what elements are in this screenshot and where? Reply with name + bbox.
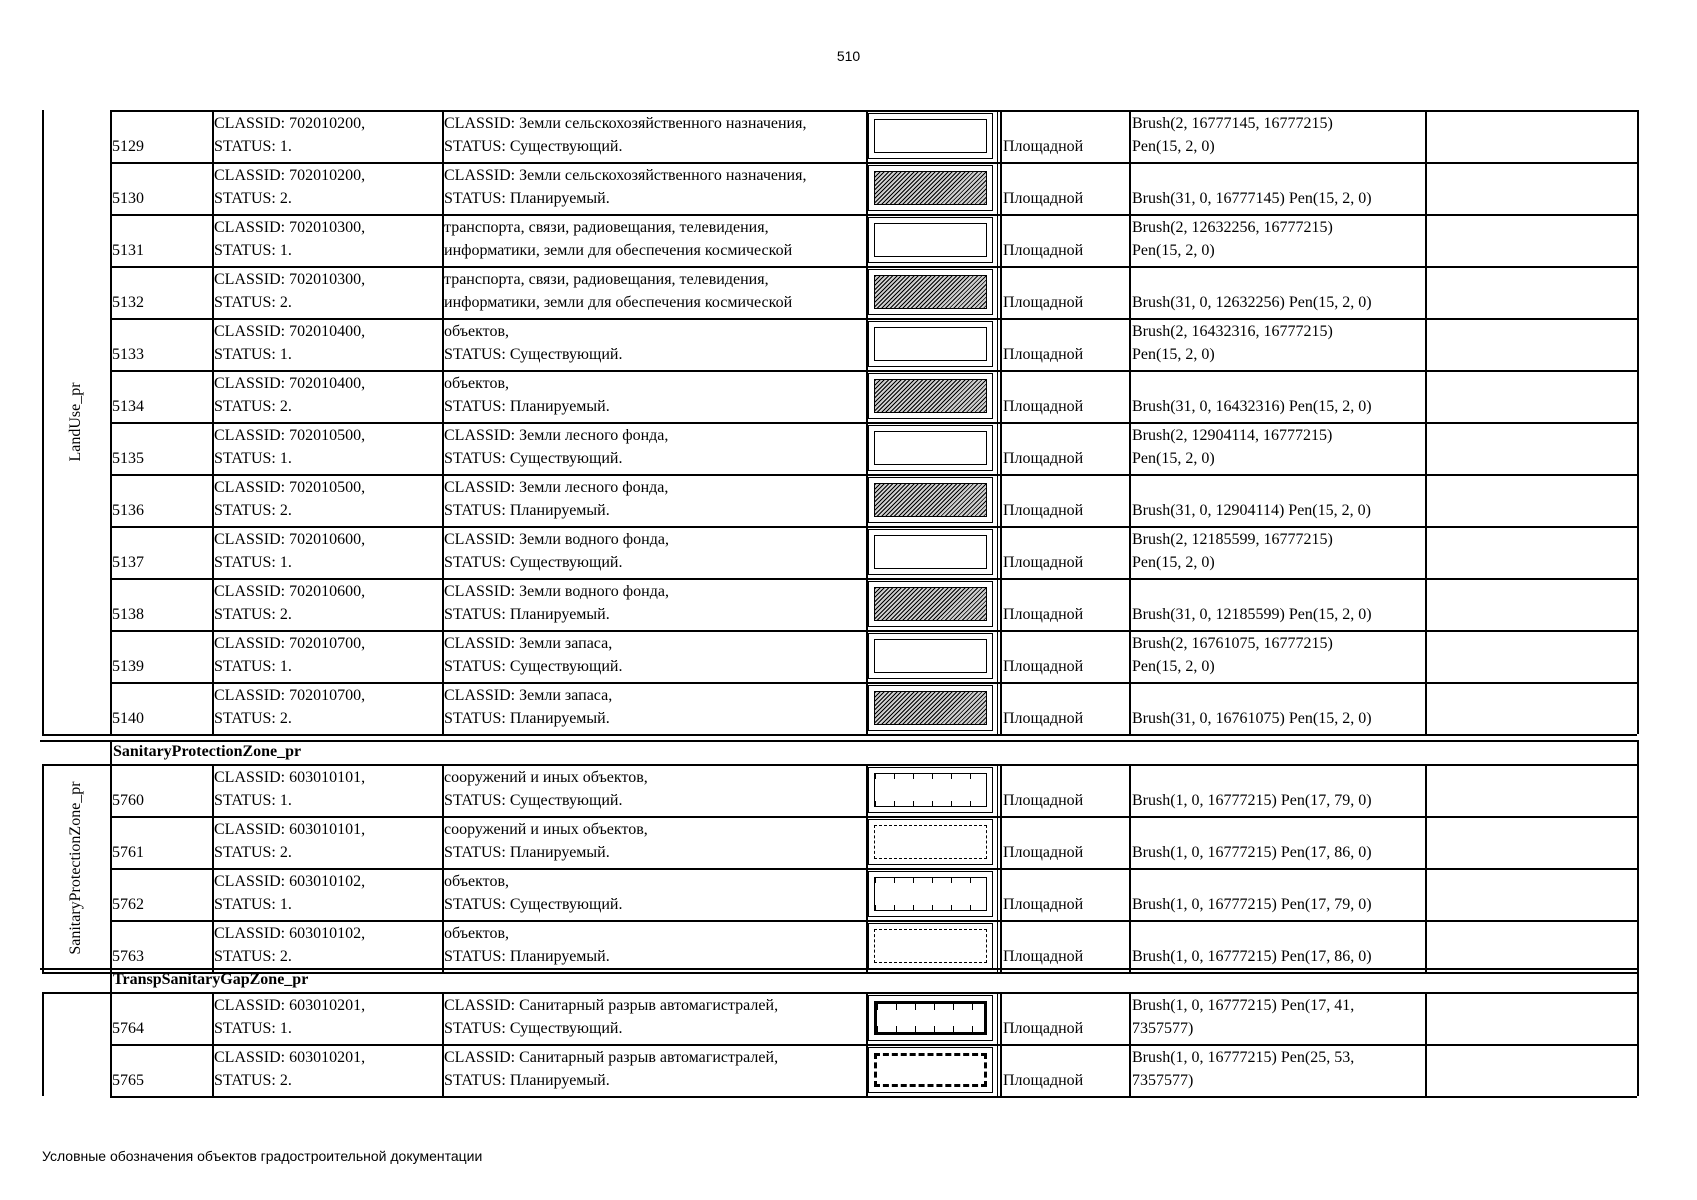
row-geometry-type-line: Площадной (1003, 606, 1084, 623)
row-description (444, 528, 864, 574)
row-description-line: сооружений и иных объектов, (444, 769, 648, 786)
row-style-line: Brush(2, 12904114, 16777215) (1132, 427, 1333, 444)
row-code-line: STATUS: 1. (214, 346, 292, 363)
row-geometry-type (1003, 395, 1126, 418)
row-description (444, 922, 864, 968)
row-id (112, 499, 210, 522)
row-geometry-type (1003, 841, 1126, 864)
row-style-line: Pen(15, 2, 0) (1132, 658, 1215, 675)
row-style-line (1132, 870, 1422, 893)
row-geometry-type-line: Площадной (1003, 1020, 1084, 1037)
row-id-line: 5131 (112, 242, 144, 259)
row-code-line: STATUS: 2. (214, 398, 292, 415)
row-style-line: Brush(31, 0, 16761075) Pen(15, 2, 0) (1132, 710, 1372, 727)
row-code-line: CLASSID: 702010700, (214, 635, 366, 652)
row-style-line: Brush(2, 12185599, 16777215) (1132, 531, 1333, 548)
row-style (1132, 372, 1422, 418)
row-id (112, 893, 210, 916)
row-code-line: CLASSID: 603010101, (214, 769, 366, 786)
row-description (444, 320, 864, 366)
row-style-line: Brush(2, 12632256, 16777215) (1132, 219, 1333, 236)
row-code (214, 766, 440, 812)
row-code-line: CLASSID: 702010400, (214, 375, 366, 392)
row-code (214, 424, 440, 470)
table-rule (42, 764, 44, 972)
row-id (112, 395, 210, 418)
row-code-line: STATUS: 1. (214, 792, 292, 809)
row-geometry-type (1003, 343, 1126, 366)
row-geometry-type (1003, 603, 1126, 626)
row-description-line: информатики, земли для обеспечения космической (444, 242, 793, 259)
row-style (1132, 818, 1422, 864)
table-rule (1000, 992, 1002, 1096)
row-style-line (1132, 684, 1422, 707)
layer-label: SanitaryProtectionZone_pr (67, 781, 84, 955)
row-style-line: Brush(2, 16432316, 16777215) (1132, 323, 1333, 340)
row-code (214, 268, 440, 314)
row-geometry-type-line: Площадной (1003, 242, 1084, 259)
row-geometry-type (1003, 655, 1126, 678)
row-code-line: STATUS: 1. (214, 1020, 292, 1037)
row-code-line: STATUS: 1. (214, 554, 292, 571)
table-rule (1637, 968, 1639, 992)
row-description-line: CLASSID: Земли запаса, (444, 635, 613, 652)
row-description-line: CLASSID: Земли водного фонда, (444, 531, 669, 548)
row-geometry-type-line: Площадной (1003, 844, 1084, 861)
row-style-line: Pen(15, 2, 0) (1132, 242, 1215, 259)
row-geometry-type (1003, 707, 1126, 730)
row-style (1132, 684, 1422, 730)
table-rule (42, 972, 110, 974)
row-geometry-type (1003, 945, 1126, 968)
row-code-line: CLASSID: 702010400, (214, 323, 366, 340)
row-id (112, 187, 210, 210)
row-code (214, 528, 440, 574)
row-description-line: STATUS: Существующий. (444, 450, 623, 467)
table-rule (1637, 110, 1639, 734)
table-rule (110, 972, 1637, 974)
table-rule (42, 992, 44, 1096)
row-geometry-type-line: Площадной (1003, 346, 1084, 363)
row-description (444, 424, 864, 470)
row-description-line: CLASSID: Земли сельскохозяйственного назначения, (444, 167, 807, 184)
table-rule (442, 992, 444, 1096)
row-geometry-type (1003, 1069, 1126, 1092)
row-description (444, 112, 864, 158)
row-description-line: STATUS: Существующий. (444, 658, 623, 675)
table-rule (42, 110, 44, 734)
row-description-line: CLASSID: Земли запаса, (444, 687, 613, 704)
row-id (112, 789, 210, 812)
row-id-line: 5134 (112, 398, 144, 415)
table-rule (1129, 110, 1131, 734)
symbol-plain (874, 119, 987, 153)
row-code-line: CLASSID: 702010200, (214, 167, 366, 184)
symbol-plain (874, 223, 987, 257)
row-code (214, 580, 440, 626)
row-description-line: STATUS: Планируемый. (444, 844, 610, 861)
symbol-plain (874, 431, 987, 465)
row-geometry-type-line: Площадной (1003, 792, 1084, 809)
row-style-line: Brush(1, 0, 16777215) Pen(17, 86, 0) (1132, 948, 1372, 965)
table-rule (212, 764, 214, 972)
row-style (1132, 216, 1422, 262)
row-id-line: 5764 (112, 1020, 144, 1037)
symbol-plain (874, 327, 987, 361)
table-rule (42, 992, 110, 994)
table-rule (867, 764, 868, 972)
row-description-line: объектов, (444, 873, 510, 890)
row-geometry-type-line: Площадной (1003, 294, 1084, 311)
table-rule (1425, 110, 1427, 734)
row-description-line: информатики, земли для обеспечения космической (444, 294, 793, 311)
row-style (1132, 870, 1422, 916)
row-code (214, 994, 440, 1040)
row-id (112, 291, 210, 314)
row-id-line: 5137 (112, 554, 144, 571)
table-rule (1425, 764, 1427, 972)
row-id-line: 5762 (112, 896, 144, 913)
section-title: SanitaryProtectionZone_pr (113, 743, 302, 760)
row-code (214, 870, 440, 916)
row-style-line: Brush(1, 0, 16777215) Pen(17, 41, (1132, 997, 1355, 1014)
row-code-line: CLASSID: 603010101, (214, 821, 366, 838)
row-description-line: объектов, (444, 925, 510, 942)
row-description (444, 994, 864, 1040)
symbol-dashed (874, 825, 987, 859)
row-style-line (1132, 818, 1422, 841)
row-style (1132, 164, 1422, 210)
row-code (214, 112, 440, 158)
table-rule (110, 968, 112, 992)
row-description-line: объектов, (444, 323, 510, 340)
row-style-line (1132, 580, 1422, 603)
row-code-line: STATUS: 1. (214, 450, 292, 467)
page-number: 510 (836, 48, 861, 64)
row-code (214, 320, 440, 366)
row-id (112, 239, 210, 262)
row-description-line: STATUS: Планируемый. (444, 190, 610, 207)
row-style (1132, 112, 1422, 158)
table-rule (110, 110, 112, 734)
row-description-line: CLASSID: Земли лесного фонда, (444, 479, 669, 496)
row-description (444, 1046, 864, 1092)
row-description-line: STATUS: Существующий. (444, 792, 623, 809)
row-style (1132, 476, 1422, 522)
row-description (444, 766, 864, 812)
row-description-line: STATUS: Существующий. (444, 1020, 623, 1037)
row-code-line: STATUS: 2. (214, 502, 292, 519)
table-rule (997, 764, 998, 972)
row-code (214, 372, 440, 418)
table-rule (1637, 764, 1639, 972)
row-geometry-type-line: Площадной (1003, 554, 1084, 571)
symbol-dashed (874, 929, 987, 963)
symbol-bold-tick (874, 1001, 987, 1035)
row-code (214, 684, 440, 730)
row-description-line: STATUS: Существующий. (444, 346, 623, 363)
row-style (1132, 632, 1422, 678)
row-id-line: 5135 (112, 450, 144, 467)
row-id (112, 1017, 210, 1040)
row-description (444, 476, 864, 522)
row-code-line: CLASSID: 702010300, (214, 271, 366, 288)
row-code-line: STATUS: 1. (214, 658, 292, 675)
row-geometry-type-line: Площадной (1003, 190, 1084, 207)
row-description-line: STATUS: Планируемый. (444, 398, 610, 415)
row-geometry-type (1003, 291, 1126, 314)
row-code-line: CLASSID: 603010102, (214, 873, 366, 890)
table-rule (1129, 992, 1131, 1096)
symbol-hatched (874, 587, 987, 621)
table-rule (110, 734, 1637, 736)
row-code-line: CLASSID: 702010600, (214, 531, 366, 548)
row-code (214, 1046, 440, 1092)
layer-label: LandUse_pr (67, 382, 84, 462)
table-rule (867, 992, 868, 1096)
row-style (1132, 528, 1422, 574)
row-style-line: Pen(15, 2, 0) (1132, 138, 1215, 155)
row-id (112, 551, 210, 574)
table-rule (110, 992, 112, 1096)
row-code-line: STATUS: 1. (214, 242, 292, 259)
table-rule (1425, 992, 1427, 1096)
row-code (214, 818, 440, 864)
row-geometry-type-line: Площадной (1003, 896, 1084, 913)
row-geometry-type (1003, 135, 1126, 158)
row-id (112, 343, 210, 366)
symbol-tick (874, 773, 987, 807)
symbol-plain (874, 535, 987, 569)
table-rule (1000, 110, 1002, 734)
row-id (112, 447, 210, 470)
table-rule (110, 740, 112, 764)
row-description-line: CLASSID: Земли лесного фонда, (444, 427, 669, 444)
row-id (112, 707, 210, 730)
row-id-line: 5763 (112, 948, 144, 965)
row-geometry-type (1003, 789, 1126, 812)
row-code-line: STATUS: 1. (214, 138, 292, 155)
symbol-bold-dashed (874, 1053, 987, 1087)
row-style (1132, 766, 1422, 812)
row-style (1132, 268, 1422, 314)
row-style-line: Brush(31, 0, 16432316) Pen(15, 2, 0) (1132, 398, 1372, 415)
row-geometry-type-line: Площадной (1003, 502, 1084, 519)
table-rule (1000, 764, 1002, 972)
row-id (112, 841, 210, 864)
row-code-line: CLASSID: 702010600, (214, 583, 366, 600)
row-description (444, 684, 864, 730)
symbol-hatched (874, 691, 987, 725)
row-id-line: 5130 (112, 190, 144, 207)
symbol-hatched (874, 483, 987, 517)
row-description (444, 870, 864, 916)
row-id-line: 5133 (112, 346, 144, 363)
table-rule (1637, 740, 1639, 764)
row-description (444, 818, 864, 864)
row-description-line: транспорта, связи, радиовещания, телевидения, (444, 219, 769, 236)
row-style (1132, 994, 1422, 1040)
row-style-line (1132, 372, 1422, 395)
row-style (1132, 1046, 1422, 1092)
row-code-line: STATUS: 2. (214, 190, 292, 207)
symbol-tick (874, 877, 987, 911)
row-style (1132, 580, 1422, 626)
row-description (444, 632, 864, 678)
row-id-line: 5140 (112, 710, 144, 727)
row-code-line: STATUS: 2. (214, 710, 292, 727)
row-code-line: CLASSID: 702010200, (214, 115, 366, 132)
row-geometry-type (1003, 551, 1126, 574)
row-id (112, 655, 210, 678)
row-description-line: STATUS: Планируемый. (444, 502, 610, 519)
table-rule (1637, 992, 1639, 1096)
row-style-line: Brush(31, 0, 12632256) Pen(15, 2, 0) (1132, 294, 1372, 311)
row-description (444, 216, 864, 262)
row-description-line: CLASSID: Санитарный разрыв автомагистралей, (444, 1049, 779, 1066)
row-geometry-type-line: Площадной (1003, 948, 1084, 965)
row-style (1132, 424, 1422, 470)
table-rule (212, 992, 214, 1096)
row-geometry-type (1003, 1017, 1126, 1040)
section-title: TranspSanitaryGapZone_pr (113, 971, 309, 988)
row-geometry-type-line: Площадной (1003, 138, 1084, 155)
row-code (214, 164, 440, 210)
symbol-hatched (874, 171, 987, 205)
row-description-line: STATUS: Планируемый. (444, 710, 610, 727)
row-code-line: CLASSID: 702010500, (214, 479, 366, 496)
row-style-line: Brush(1, 0, 16777215) Pen(17, 79, 0) (1132, 792, 1372, 809)
row-description-line: STATUS: Существующий. (444, 138, 623, 155)
row-description-line: STATUS: Планируемый. (444, 948, 610, 965)
row-geometry-type (1003, 893, 1126, 916)
row-id (112, 1069, 210, 1092)
table-rule (997, 992, 998, 1096)
row-geometry-type-line: Площадной (1003, 710, 1084, 727)
row-description-line: STATUS: Планируемый. (444, 1072, 610, 1089)
row-code-line: CLASSID: 702010700, (214, 687, 366, 704)
row-geometry-type-line: Площадной (1003, 658, 1084, 675)
symbol-hatched (874, 275, 987, 309)
row-description-line: сооружений и иных объектов, (444, 821, 648, 838)
row-description (444, 268, 864, 314)
row-id-line: 5129 (112, 138, 144, 155)
row-id-line: 5138 (112, 606, 144, 623)
row-id-line: 5765 (112, 1072, 144, 1089)
row-description-line: STATUS: Планируемый. (444, 606, 610, 623)
row-style-line (1132, 766, 1422, 789)
row-id-line: 5760 (112, 792, 144, 809)
row-geometry-type-line: Площадной (1003, 450, 1084, 467)
table-rule (442, 110, 444, 734)
row-code-line: STATUS: 2. (214, 606, 292, 623)
row-style-line: Pen(15, 2, 0) (1132, 450, 1215, 467)
row-style (1132, 922, 1422, 968)
row-id (112, 135, 210, 158)
row-code-line: STATUS: 1. (214, 896, 292, 913)
row-id-line: 5139 (112, 658, 144, 675)
row-code-line: STATUS: 2. (214, 1072, 292, 1089)
row-style-line: Brush(1, 0, 16777215) Pen(17, 86, 0) (1132, 844, 1372, 861)
row-id (112, 603, 210, 626)
row-code-line: CLASSID: 603010201, (214, 997, 366, 1014)
row-code (214, 632, 440, 678)
row-style-line: Brush(2, 16761075, 16777215) (1132, 635, 1333, 652)
row-description (444, 372, 864, 418)
row-code-line: CLASSID: 603010201, (214, 1049, 366, 1066)
row-geometry-type (1003, 447, 1126, 470)
row-code-line: CLASSID: 603010102, (214, 925, 366, 942)
row-code (214, 922, 440, 968)
row-style-line (1132, 164, 1422, 187)
document-footer: Условные обозначения объектов градостроительной документации (42, 1148, 483, 1164)
row-geometry-type-line: Площадной (1003, 1072, 1084, 1089)
row-style-line (1132, 268, 1422, 291)
row-style-line: Brush(31, 0, 12185599) Pen(15, 2, 0) (1132, 606, 1372, 623)
table-rule (1129, 764, 1131, 972)
row-style-line: Brush(1, 0, 16777215) Pen(17, 79, 0) (1132, 896, 1372, 913)
row-code-line: CLASSID: 702010500, (214, 427, 366, 444)
row-code-line: STATUS: 2. (214, 948, 292, 965)
table-rule (867, 110, 868, 734)
table-rule (997, 110, 998, 734)
row-id (112, 945, 210, 968)
row-description-line: STATUS: Существующий. (444, 554, 623, 571)
row-style-line (1132, 476, 1422, 499)
row-geometry-type-line: Площадной (1003, 398, 1084, 415)
row-code-line: STATUS: 2. (214, 294, 292, 311)
table-rule (442, 764, 444, 972)
row-code (214, 216, 440, 262)
row-id-line: 5132 (112, 294, 144, 311)
row-description-line: CLASSID: Санитарный разрыв автомагистралей, (444, 997, 779, 1014)
row-id-line: 5136 (112, 502, 144, 519)
row-style (1132, 320, 1422, 366)
row-style-line: Brush(31, 0, 16777145) Pen(15, 2, 0) (1132, 190, 1372, 207)
row-style-line: Brush(1, 0, 16777215) Pen(25, 53, (1132, 1049, 1355, 1066)
row-description-line: CLASSID: Земли сельскохозяйственного назначения, (444, 115, 807, 132)
row-description-line: транспорта, связи, радиовещания, телевидения, (444, 271, 769, 288)
row-style-line: Pen(15, 2, 0) (1132, 554, 1215, 571)
row-description-line: объектов, (444, 375, 510, 392)
table-rule (42, 734, 110, 736)
row-style-line: Brush(31, 0, 12904114) Pen(15, 2, 0) (1132, 502, 1371, 519)
table-rule (110, 1096, 1637, 1098)
row-geometry-type (1003, 499, 1126, 522)
row-description (444, 164, 864, 210)
symbol-plain (874, 639, 987, 673)
table-rule (212, 110, 214, 734)
row-description-line: CLASSID: Земли водного фонда, (444, 583, 669, 600)
row-geometry-type (1003, 187, 1126, 210)
row-code-line: CLASSID: 702010300, (214, 219, 366, 236)
row-id-line: 5761 (112, 844, 144, 861)
row-geometry-type (1003, 239, 1126, 262)
table-rule (110, 764, 112, 972)
row-style-line (1132, 922, 1422, 945)
row-style-line: 7357577) (1132, 1020, 1194, 1037)
row-description (444, 580, 864, 626)
row-description-line: STATUS: Существующий. (444, 896, 623, 913)
row-style-line: Brush(2, 16777145, 16777215) (1132, 115, 1333, 132)
symbol-hatched (874, 379, 987, 413)
row-style-line: Pen(15, 2, 0) (1132, 346, 1215, 363)
row-code (214, 476, 440, 522)
row-code-line: STATUS: 2. (214, 844, 292, 861)
row-style-line: 7357577) (1132, 1072, 1194, 1089)
